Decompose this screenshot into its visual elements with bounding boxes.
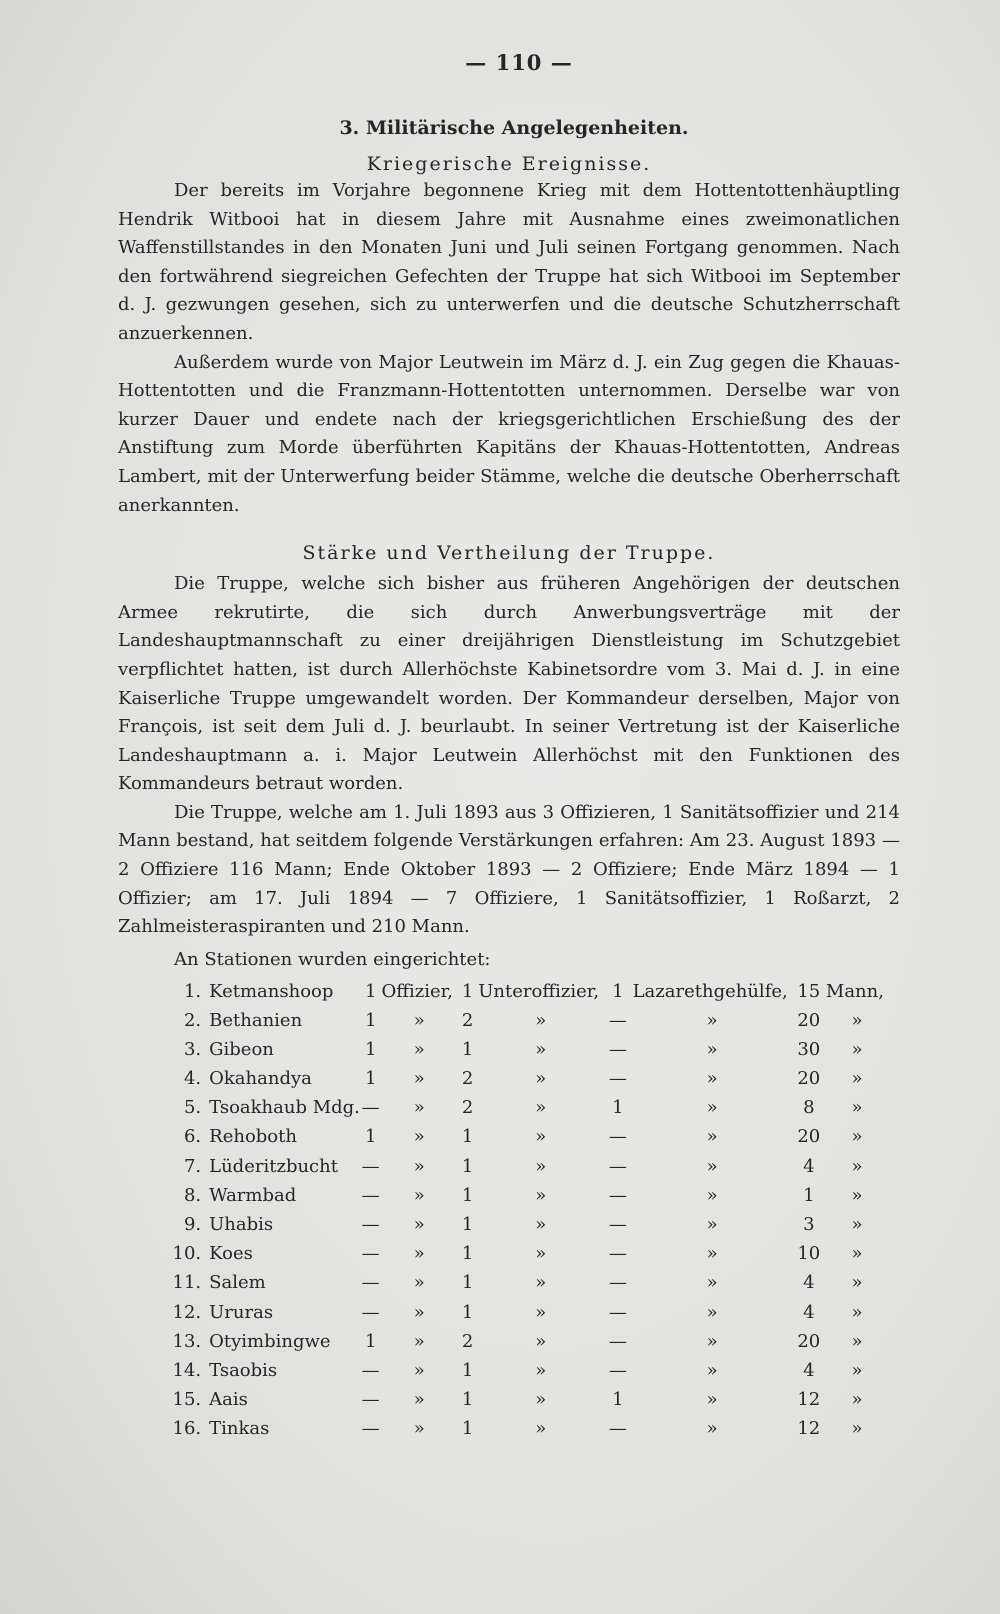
nco-count: 1 bbox=[461, 1038, 474, 1060]
unit-men: » bbox=[851, 1155, 863, 1177]
unit-medic: » bbox=[706, 1301, 718, 1323]
unit-men: » bbox=[851, 1009, 863, 1031]
station-number: 1. bbox=[183, 980, 202, 1002]
unit-officer: » bbox=[413, 1068, 425, 1090]
station-number: 12. bbox=[172, 1301, 202, 1323]
men-count: 3 bbox=[803, 1214, 815, 1236]
table-row bbox=[170, 1035, 888, 1064]
men-count: 15 bbox=[797, 980, 821, 1002]
unit-men: Mann, bbox=[825, 980, 884, 1002]
men-count: 20 bbox=[797, 1126, 821, 1148]
men-count: 4 bbox=[803, 1155, 815, 1177]
unit-officer: » bbox=[413, 1301, 425, 1323]
table-row bbox=[170, 1210, 888, 1239]
station-name: Rehoboth bbox=[209, 1126, 297, 1148]
officer-count: 1 bbox=[364, 980, 377, 1002]
table-row bbox=[170, 1414, 888, 1443]
nco-count: 1 bbox=[461, 1126, 474, 1148]
unit-men: » bbox=[851, 1097, 863, 1119]
medic-count: 1 bbox=[612, 1097, 624, 1119]
unit-officer: » bbox=[413, 1155, 425, 1177]
unit-officer: » bbox=[413, 1038, 425, 1060]
unit-nco: » bbox=[535, 1418, 547, 1440]
station-number: 16. bbox=[172, 1418, 202, 1440]
medic-count: — bbox=[608, 1038, 627, 1060]
unit-medic: » bbox=[706, 1068, 718, 1090]
subheading-troop-strength: Stärke und Vertheilung der Truppe. bbox=[302, 542, 716, 565]
paragraph: Der bereits im Vorjahre begonnene Krieg mit dem Hottentottenhäuptling Hendrik Witbooi hat in diesem Jahre mit Ausnahme eines zweimonatlichen Waffenstillstandes in den Monaten Juni und Juli seinen Fortgang genommen. Nach den fortwährend siegreichen Gefechten der Truppe hat sich Witbooi im September d. J. gezwungen gesehen, sich zu unterwerfen und die deutsche Schutzherrschaft anzuerkennen. bbox=[118, 180, 900, 344]
station-number: 3. bbox=[183, 1038, 202, 1060]
unit-medic: » bbox=[706, 1359, 718, 1381]
nco-count: 1 bbox=[461, 1272, 474, 1294]
unit-men: » bbox=[851, 1272, 863, 1294]
unit-medic: » bbox=[706, 1272, 718, 1294]
unit-men: » bbox=[851, 1068, 863, 1090]
unit-men: » bbox=[851, 1359, 863, 1381]
men-count: 8 bbox=[803, 1097, 815, 1119]
unit-men: » bbox=[851, 1243, 863, 1265]
unit-officer: Offizier, bbox=[381, 980, 453, 1002]
station-number: 8. bbox=[183, 1184, 202, 1206]
medic-count: 1 bbox=[612, 1389, 624, 1411]
unit-medic: » bbox=[706, 1038, 718, 1060]
station-name: Tinkas bbox=[209, 1418, 270, 1440]
unit-officer: » bbox=[413, 1272, 425, 1294]
unit-nco: » bbox=[535, 1184, 547, 1206]
officer-count: 1 bbox=[364, 1126, 377, 1148]
table-row bbox=[170, 1006, 888, 1035]
officer-count: — bbox=[361, 1243, 380, 1265]
unit-officer: » bbox=[413, 1330, 425, 1352]
unit-men: » bbox=[851, 1214, 863, 1236]
unit-medic: » bbox=[706, 1009, 718, 1031]
section-title: 3. Militärische Angelegenheiten. bbox=[339, 117, 689, 139]
medic-count: — bbox=[608, 1214, 627, 1236]
nco-count: 1 bbox=[461, 1243, 474, 1265]
nco-count: 1 bbox=[461, 1418, 474, 1440]
unit-officer: » bbox=[413, 1359, 425, 1381]
table-row bbox=[170, 1239, 888, 1268]
unit-medic: » bbox=[706, 1330, 718, 1352]
unit-nco: » bbox=[535, 1068, 547, 1090]
paragraph: Die Truppe, welche sich bisher aus früheren Angehörigen der deutschen Armee rekrutirte, die sich durch Anwerbungsverträge mit der Landeshauptmannschaft zu einer dreijährigen Dienstleistung im Schutzgebiet verpflichtet hatten, ist durch Allerhöchste Kabinetsordre vom 3. Mai d. J. in eine Kaiserliche Truppe umgewandelt worden. Der Kommandeur derselben, Major von François, ist seit dem Juli d. J. beurlaubt. In seiner Vertretung ist der Kaiserliche Landeshauptmann a. i. Major Leutwein Allerhöchst mit den Funktionen des Kommandeurs betraut worden. bbox=[118, 573, 900, 795]
unit-officer: » bbox=[413, 1126, 425, 1148]
officer-count: 1 bbox=[364, 1068, 377, 1090]
medic-count: — bbox=[608, 1184, 627, 1206]
station-name: Lüderitzbucht bbox=[209, 1155, 338, 1177]
unit-medic: » bbox=[706, 1214, 718, 1236]
men-count: 20 bbox=[797, 1009, 821, 1031]
station-name: Uhabis bbox=[209, 1214, 274, 1236]
paragraph: Die Truppe, welche am 1. Juli 1893 aus 3 Offizieren, 1 Sanitätsoffizier und 214 Mann bestand, hat seitdem folgende Verstärkungen erfahren: Am 23. August 1893 — 2 Offiziere 116 Mann; Ende Oktober 1893 — 2 Offiziere; Ende März 1894 — 1 Offizier; am 17. Juli 1894 — 7 Offiziere, 1 Sanitätsoffizier, 1 Roßarzt, 2 Zahlmeisteraspiranten und 210 Mann. bbox=[118, 801, 900, 938]
officer-count: — bbox=[361, 1272, 380, 1294]
unit-nco: » bbox=[535, 1243, 547, 1265]
unit-officer: » bbox=[413, 1009, 425, 1031]
medic-count: — bbox=[608, 1243, 627, 1265]
station-number: 14. bbox=[172, 1359, 202, 1381]
station-number: 4. bbox=[183, 1068, 202, 1090]
nco-count: 1 bbox=[461, 1359, 474, 1381]
table-row bbox=[170, 1064, 888, 1093]
subheading-war-events: Kriegerische Ereignisse. bbox=[366, 153, 652, 175]
officer-count: — bbox=[361, 1389, 380, 1411]
unit-nco: » bbox=[535, 1097, 547, 1119]
nco-count: 1 bbox=[461, 1155, 474, 1177]
station-name: Warmbad bbox=[209, 1184, 297, 1206]
nco-count: 1 bbox=[461, 980, 474, 1002]
men-count: 4 bbox=[803, 1359, 815, 1381]
unit-officer: » bbox=[413, 1418, 425, 1440]
unit-nco: Unteroffizier, bbox=[478, 980, 600, 1002]
table-row bbox=[170, 1122, 888, 1151]
men-count: 4 bbox=[803, 1301, 815, 1323]
medic-count: — bbox=[608, 1330, 627, 1352]
officer-count: 1 bbox=[364, 1009, 377, 1031]
medic-count: — bbox=[608, 1272, 627, 1294]
unit-men: » bbox=[851, 1389, 863, 1411]
officer-count: — bbox=[361, 1097, 380, 1119]
men-count: 20 bbox=[797, 1330, 821, 1352]
unit-nco: » bbox=[535, 1214, 547, 1236]
station-name: Okahandya bbox=[209, 1068, 312, 1090]
men-count: 12 bbox=[797, 1418, 821, 1440]
table-row bbox=[170, 1327, 888, 1356]
unit-officer: » bbox=[413, 1389, 425, 1411]
page-number: — 110 — bbox=[465, 50, 573, 75]
men-count: 10 bbox=[797, 1243, 821, 1265]
unit-men: » bbox=[851, 1038, 863, 1060]
station-number: 7. bbox=[183, 1155, 202, 1177]
station-number: 13. bbox=[172, 1330, 202, 1352]
station-number: 6. bbox=[183, 1126, 202, 1148]
paragraph: Außerdem wurde von Major Leutwein im März d. J. ein Zug gegen die Khauas-Hottentotten und die Franzmann-Hottentotten unternommen. Derselbe war von kurzer Dauer und endete nach der kriegsgerichtlichen Erschießung des der Anstiftung zum Morde überführten Kapitäns der Khauas-Hottentotten, Andreas Lambert, mit der Unterwerfung beider Stämme, welche die deutsche Oberherrschaft anerkannten. bbox=[118, 351, 900, 516]
medic-count: — bbox=[608, 1155, 627, 1177]
officer-count: — bbox=[361, 1155, 380, 1177]
medic-count: — bbox=[608, 1301, 627, 1323]
unit-men: » bbox=[851, 1418, 863, 1440]
table-row bbox=[170, 1181, 888, 1210]
men-count: 20 bbox=[797, 1068, 821, 1090]
station-number: 10. bbox=[172, 1243, 202, 1265]
unit-nco: » bbox=[535, 1009, 547, 1031]
unit-nco: » bbox=[535, 1359, 547, 1381]
table-row bbox=[170, 1152, 888, 1181]
unit-men: » bbox=[851, 1330, 863, 1352]
unit-officer: » bbox=[413, 1097, 425, 1119]
unit-nco: » bbox=[535, 1389, 547, 1411]
officer-count: — bbox=[361, 1418, 380, 1440]
officer-count: — bbox=[361, 1184, 380, 1206]
unit-medic: » bbox=[706, 1097, 718, 1119]
unit-men: » bbox=[851, 1126, 863, 1148]
nco-count: 2 bbox=[461, 1330, 474, 1352]
unit-medic: » bbox=[706, 1418, 718, 1440]
medic-count: — bbox=[608, 1009, 627, 1031]
officer-count: 1 bbox=[364, 1330, 377, 1352]
nco-count: 1 bbox=[461, 1301, 474, 1323]
station-name: Bethanien bbox=[209, 1009, 303, 1031]
unit-medic: » bbox=[706, 1126, 718, 1148]
stations-intro: An Stationen wurden eingerichtet: bbox=[174, 948, 491, 970]
station-name: Aais bbox=[209, 1389, 248, 1411]
officer-count: — bbox=[361, 1301, 380, 1323]
unit-medic: » bbox=[706, 1389, 718, 1411]
station-name: Koes bbox=[209, 1243, 253, 1265]
station-name: Ururas bbox=[209, 1301, 274, 1323]
table-row bbox=[170, 1385, 888, 1414]
table-row bbox=[170, 1268, 888, 1297]
unit-medic: » bbox=[706, 1155, 718, 1177]
men-count: 12 bbox=[797, 1389, 821, 1411]
station-number: 11. bbox=[172, 1272, 202, 1294]
medic-count: 1 bbox=[612, 980, 624, 1002]
station-number: 15. bbox=[172, 1389, 202, 1411]
unit-nco: » bbox=[535, 1301, 547, 1323]
station-number: 5. bbox=[183, 1097, 202, 1119]
nco-count: 2 bbox=[461, 1009, 474, 1031]
unit-nco: » bbox=[535, 1272, 547, 1294]
unit-medic: » bbox=[706, 1243, 718, 1265]
unit-nco: » bbox=[535, 1038, 547, 1060]
unit-men: » bbox=[851, 1301, 863, 1323]
unit-medic: Lazarethgehülfe, bbox=[632, 980, 788, 1002]
table-row bbox=[170, 976, 888, 1005]
unit-officer: » bbox=[413, 1184, 425, 1206]
medic-count: — bbox=[608, 1068, 627, 1090]
station-name: Gibeon bbox=[209, 1038, 274, 1060]
nco-count: 1 bbox=[461, 1184, 474, 1206]
medic-count: — bbox=[608, 1418, 627, 1440]
men-count: 30 bbox=[797, 1038, 821, 1060]
officer-count: — bbox=[361, 1359, 380, 1381]
station-name: Tsaobis bbox=[209, 1359, 278, 1381]
men-count: 1 bbox=[803, 1184, 815, 1206]
medic-count: — bbox=[608, 1359, 627, 1381]
unit-officer: » bbox=[413, 1243, 425, 1265]
station-number: 2. bbox=[183, 1009, 202, 1031]
nco-count: 2 bbox=[461, 1068, 474, 1090]
nco-count: 1 bbox=[461, 1389, 474, 1411]
unit-medic: » bbox=[706, 1184, 718, 1206]
station-name: Ketmanshoop bbox=[209, 980, 334, 1002]
unit-nco: » bbox=[535, 1330, 547, 1352]
nco-count: 1 bbox=[461, 1214, 474, 1236]
unit-nco: » bbox=[535, 1126, 547, 1148]
station-number: 9. bbox=[183, 1214, 202, 1236]
table-row bbox=[170, 1356, 888, 1385]
station-name: Otyimbingwe bbox=[209, 1330, 331, 1352]
table-row bbox=[170, 1298, 888, 1327]
table-row bbox=[170, 1093, 888, 1122]
unit-officer: » bbox=[413, 1214, 425, 1236]
men-count: 4 bbox=[803, 1272, 815, 1294]
officer-count: — bbox=[361, 1214, 380, 1236]
medic-count: — bbox=[608, 1126, 627, 1148]
officer-count: 1 bbox=[364, 1038, 377, 1060]
unit-nco: » bbox=[535, 1155, 547, 1177]
nco-count: 2 bbox=[461, 1097, 474, 1119]
unit-men: » bbox=[851, 1184, 863, 1206]
stations-table bbox=[170, 976, 888, 1443]
station-name: Salem bbox=[209, 1272, 266, 1294]
station-name: Tsoakhaub Mdg. bbox=[209, 1097, 360, 1119]
